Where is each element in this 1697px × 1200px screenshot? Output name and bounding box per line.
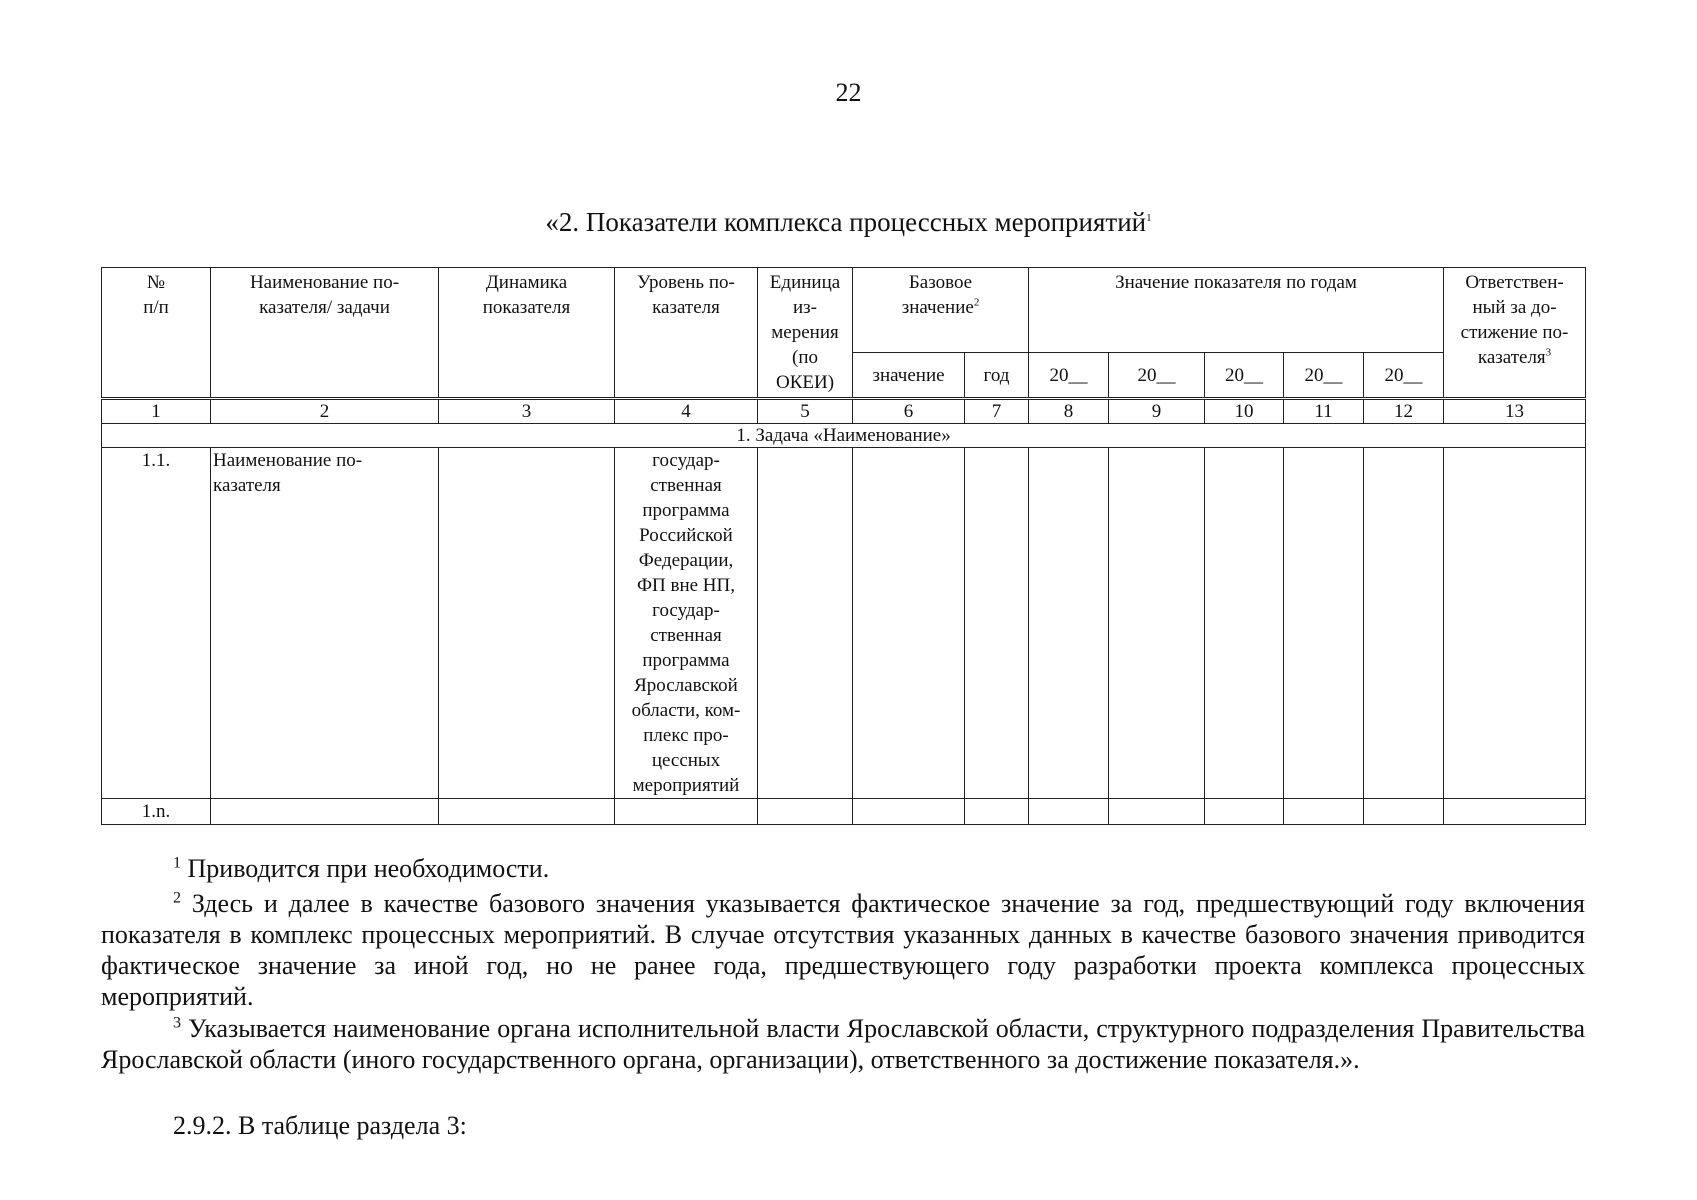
row-cell (1029, 799, 1109, 825)
next-item-paragraph (101, 1110, 1585, 1141)
row-level-line: Федерации, (638, 550, 734, 571)
row-indicator-name (211, 448, 439, 799)
header-level-line: Уровень по- (637, 272, 735, 293)
row-year-value (1029, 448, 1109, 799)
row-cell (1284, 799, 1364, 825)
row-level-line: цессных (651, 750, 721, 771)
header-base-footnote-ref: 2 (973, 296, 980, 309)
header-responsible-line: стижение по- (1460, 322, 1569, 343)
section-title (0, 207, 1697, 238)
row-cell (1109, 799, 1205, 825)
column-number: 9 (1109, 399, 1205, 424)
row-num: 1.1. (102, 448, 211, 799)
row-indicator-name-line: Наименование по- (213, 450, 363, 471)
row-dynamics (439, 448, 615, 799)
footnote-3-text: Указывается наименование органа исполнительной власти Ярославской области, структурного подразделения Правительства Ярославской области (иного государственного органа, организации), ответственного за достижение показателя.». (101, 1014, 1586, 1074)
row-unit (758, 448, 853, 799)
table-row (102, 799, 1586, 825)
row-cell (439, 799, 615, 825)
row-year-value (1109, 448, 1205, 799)
row-level-line: программа (642, 500, 730, 521)
header-name-line: Наименование по- (249, 272, 400, 293)
section-title-footnote-ref: 1 (1146, 212, 1152, 224)
row-responsible (1444, 448, 1586, 799)
header-base-value: значение (853, 353, 965, 399)
column-number: 2 (211, 399, 439, 424)
header-responsible (1444, 268, 1586, 399)
row-base-value (853, 448, 965, 799)
header-level (615, 268, 758, 399)
row-level (615, 448, 758, 799)
header-year: 20__ (1364, 353, 1444, 399)
column-number: 13 (1444, 399, 1586, 424)
header-base (853, 268, 1029, 353)
header-responsible-line: казателя (1477, 347, 1546, 368)
header-num (102, 268, 211, 399)
header-base-year: год (965, 353, 1029, 399)
header-row-1 (102, 268, 1586, 353)
indicators-table (101, 267, 1586, 825)
row-cell (1205, 799, 1284, 825)
header-num-line: п/п (143, 297, 169, 318)
row-level-line: ственная (650, 475, 722, 496)
header-base-line: Базовое (908, 272, 973, 293)
column-number: 12 (1364, 399, 1444, 424)
row-year-value (1205, 448, 1284, 799)
row-level-line: ФП вне НП, (637, 575, 735, 596)
row-level-line: области, ком- (631, 700, 741, 721)
header-dynamics-line: Динамика (485, 272, 568, 293)
row-cell (965, 799, 1029, 825)
row-indicator-name-line: казателя (213, 475, 281, 496)
row-level-line: государ- (652, 450, 720, 471)
row-cell (758, 799, 853, 825)
header-year: 20__ (1284, 353, 1364, 399)
column-number: 3 (439, 399, 615, 424)
row-level-line: государ- (652, 600, 720, 621)
row-num: 1.n. (102, 799, 211, 825)
footnote-2 (101, 888, 1585, 1012)
row-cell (853, 799, 965, 825)
column-number: 10 (1205, 399, 1284, 424)
row-year-value (1284, 448, 1364, 799)
column-number: 7 (965, 399, 1029, 424)
row-cell (1364, 799, 1444, 825)
column-number: 1 (102, 399, 211, 424)
header-responsible-line: Ответствен- (1465, 272, 1564, 293)
row-cell (211, 799, 439, 825)
row-cell (1444, 799, 1586, 825)
footnote-1-text: Приводится при необходимости. (187, 854, 550, 883)
row-level-line: программа (642, 650, 730, 671)
table-row (102, 448, 1586, 799)
row-level-line: мероприятий (632, 775, 740, 796)
header-dynamics-line: показателя (482, 297, 571, 318)
row-cell (615, 799, 758, 825)
header-dynamics (439, 268, 615, 399)
header-by-years (1029, 268, 1444, 353)
header-unit-line: ОКЕИ) (775, 372, 835, 393)
column-number: 5 (758, 399, 853, 424)
footnote-1-marker: 1 (173, 854, 181, 872)
header-unit (758, 268, 853, 399)
row-level-line: Российской (639, 525, 733, 546)
footnote-2-marker: 2 (173, 889, 181, 907)
column-numbers-row (102, 399, 1586, 424)
column-number: 4 (615, 399, 758, 424)
footnote-3 (101, 1013, 1585, 1075)
row-level-line: Ярославской (634, 675, 738, 696)
header-year: 20__ (1205, 353, 1284, 399)
task-row (102, 424, 1586, 448)
header-base-line: значение (901, 297, 974, 318)
header-responsible-footnote-ref: 3 (1545, 346, 1552, 359)
footnote-3-marker: 3 (173, 1014, 181, 1032)
header-by-years-text: Значение показателя по годам (1115, 272, 1357, 293)
header-name (211, 268, 439, 399)
row-level-line: ственная (650, 625, 722, 646)
column-number: 8 (1029, 399, 1109, 424)
page-number: 22 (835, 78, 862, 107)
header-responsible-line: ный за до- (1472, 297, 1557, 318)
header-unit-line: Единица (769, 272, 841, 293)
header-name-line: казателя/ задачи (259, 297, 390, 318)
header-year: 20__ (1029, 353, 1109, 399)
row-year-value (1364, 448, 1444, 799)
header-unit-line: из- (792, 297, 817, 318)
header-year: 20__ (1109, 353, 1205, 399)
header-level-line: казателя (652, 297, 720, 318)
row-level-line: плекс про- (643, 725, 729, 746)
column-number: 11 (1284, 399, 1364, 424)
header-unit-line: (по (792, 347, 818, 368)
header-unit-line: мерения (771, 322, 839, 343)
column-number: 6 (853, 399, 965, 424)
task-title: 1. Задача «Наименование» (102, 424, 1586, 448)
footnote-2-text: Здесь и далее в качестве базового значения указывается фактическое значение за год, предшествующий году включения показателя в комплекс процессных мероприятий. В случае отсутствия указанных данных в качестве базового значения приводится фактическое значение за иной год, но не ранее года, предшествующего году разработки проекта комплекса процессных мероприятий. (101, 889, 1586, 1011)
footnote-1 (101, 853, 1585, 884)
header-num-line: № (146, 272, 166, 293)
section-title-text: «2. Показатели комплекса процессных мероприятий (545, 207, 1147, 237)
row-base-year (965, 448, 1029, 799)
next-item-text: 2.9.2. В таблице раздела 3: (173, 1111, 467, 1140)
